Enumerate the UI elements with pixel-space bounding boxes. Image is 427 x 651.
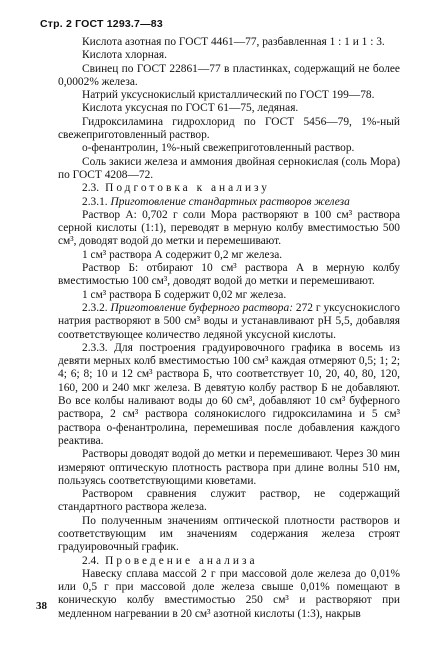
section-title: Проведение анализа [105,554,258,567]
buffer-paragraph [58,302,400,342]
page-number: 38 [36,600,47,612]
subsection-title: Приготовление стандартных растворов железа [110,195,350,208]
reagent-line: Кислота хлорная. [82,49,168,62]
analysis-paragraph: Навеску сплава массой 2 г при массовой доле железа до 0,01% или 0,5 г при массовой доле железа свыше 0,01% помещают в коническую колбу вместимостью 250 см³ и растворяют при медленном нагревании в 20 см³ азотной кислоты (1:3), накрыв [58,567,400,620]
document-body [58,36,400,621]
reagent-line: Гидроксиламина гидрохлорид по ГОСТ 5456—79, 1%-ный свежеприготовленный раствор. [58,115,400,142]
section-heading-2-4 [58,555,400,568]
subsection-title: Приготовление буферного раствора: [110,301,293,314]
reagent-line: Соль закиси железа и аммония двойная сернокислая (соль Мора) по ГОСТ 4208—72. [58,155,400,181]
section-heading-2-3 [58,182,400,195]
reference-solution-paragraph: Раствором сравнения служит раствор, не содержащий стандартного раствора железа. [58,488,400,514]
reagent-line: Свинец по ГОСТ 22861—77 в пластинках, содержащий не более 0,0002% железа. [58,62,400,88]
reagent-line: Натрий уксуснокислый кристаллический по ГОСТ 199—78. [82,89,375,102]
section-title: Подготовка к анализу [105,182,271,195]
buffer-text: 272 г уксуснокислого натрия растворяют в 500 см³ воды и устанавливают рН 5,5, добавляя соответствующее количество ледяной уксусной кислоты. [58,301,400,341]
section-number: 2.3. [82,182,100,195]
solution-b-paragraph: Раствор Б: отбирают 10 см³ раствора А в мерную колбу вместимостью 100 см³, доводят водой до метки и перемешивают. [58,262,400,288]
reagent-line: Кислота уксусная по ГОСТ 61—75, ледяная. [82,102,299,115]
calibration-paragraph: 2.3.3. Для построения градуировочного графика в восемь из девяти мерных колб вместимостью 100 см³ каждая отмеряют 0,5; 1; 2; 4; 6; 8; 10 и 12 см³ раствора Б, что соответствует 10, 20, 40, 80, 120, 160, 200 и 240 мкг железа. В девятую колбу раствор Б не добавляют. Во все колбы наливают воды до 60 см³, добавляют 10 см³ буферного раствора, 2 см³ раствора солянокислого гидроксиламина и 5 см³ раствора о-фенантролина, перемешивая после добавления каждого реактива. [58,341,400,447]
graph-paragraph: По полученным значениям оптической плотности растворов и соответствующим им значениям содержания железа строят градуировочный график. [58,514,400,554]
solution-a-content: 1 см³ раствора А содержит 0,2 мг железа. [82,248,283,261]
solution-a-paragraph: Раствор А: 0,702 г соли Мора растворяют в 100 см³ раствора серной кислоты (1:1), переводят в мерную колбу вместимостью 500 см³, доводят водой до метки и перемешивают. [58,208,400,248]
subsection-number: 2.3.1. [82,195,108,208]
section-number: 2.4. [82,554,100,567]
reagent-line: о-фенантролин, 1%-ный свежеприготовленный раствор. [82,142,355,155]
reagent-line: Кислота азотная по ГОСТ 4461—77, разбавленная 1 : 1 и 1 : 3. [82,36,385,48]
solution-b-content: 1 см³ раствора Б содержит 0,02 мг железа. [82,288,287,301]
measurement-paragraph: Растворы доводят водой до метки и перемешивают. Через 30 мин измеряют оптическую плотность раствора при длине волны 510 нм, пользуясь соответствующими кюветами. [58,448,400,487]
page-header: Стр. 2 ГОСТ 1293.7—83 [40,18,163,30]
subsection-heading-2-3-1 [58,196,400,209]
subsection-number: 2.3.2. [82,301,108,314]
